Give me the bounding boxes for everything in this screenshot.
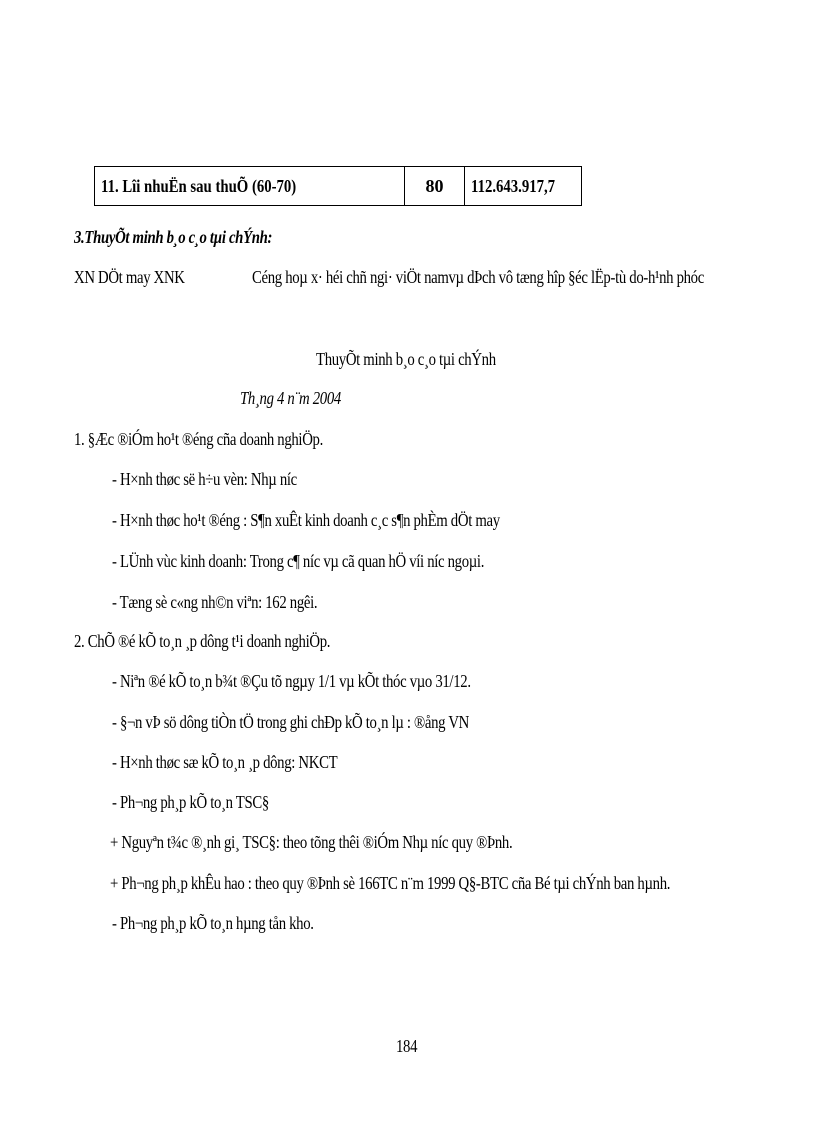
doc-date: Th¸ng 4 n¨m 2004 (240, 388, 341, 408)
body-line: - Niªn ®é kÕ to¸n b¾t ®Çu tõ ngµy 1/1 vµ kÕt thóc vµo 31/12. (112, 671, 471, 691)
body-line: - Ph¬ng ph¸p kÕ to¸n TSC§ (112, 792, 269, 812)
body-line: + Nguyªn t¾c ®¸nh gi¸ TSC§: theo tõng thêi ®iÓm Nhµ níc quy ®Þnh. (110, 832, 513, 852)
body-line: 2. ChÕ ®é kÕ to¸n ¸p dông t¹i doanh nghiÖp. (74, 631, 331, 651)
page-number: 184 (396, 1036, 418, 1056)
row-code-cell (405, 167, 465, 206)
body-line: - Tæng sè c«ng nh©n viªn: 162 ngêi. (112, 592, 318, 612)
row-label-cell (95, 167, 405, 206)
body-line: - §¬n vÞ sö dông tiÒn tÖ trong ghi chÐp kÕ to¸n lµ : ®ång VN (112, 712, 469, 732)
profit-table (94, 166, 582, 206)
table-row (95, 167, 582, 206)
section-heading: 3.ThuyÕt minh b¸o c¸o tµi chÝnh: (74, 227, 273, 247)
header-left: XN DÖt may XNK (74, 267, 185, 287)
body-line: - H×nh thøc ho¹t ®éng : S¶n xuÊt kinh doanh c¸c s¶n phÈm dÖt may (112, 510, 500, 530)
row-code: 80 (425, 175, 444, 196)
body-line: 1. §Æc ®iÓm ho¹t ®éng cña doanh nghiÖp. (74, 429, 323, 449)
row-label: 11. Lîi nhuËn sau thuÕ (60-70) (101, 175, 297, 196)
row-value-cell (465, 167, 582, 206)
body-line: - H×nh thøc së h÷u vèn: Nhµ níc (112, 469, 297, 489)
body-line: + Ph¬ng ph¸p khÊu hao : theo quy ®Þnh sè 166TC n¨m 1999 Q§-BTC cña Bé tµi chÝnh ban hµnh. (110, 873, 671, 893)
row-value: 112.643.917,7 (471, 175, 556, 196)
body-line: - LÜnh vùc kinh doanh: Trong c¶ níc vµ cã quan hÖ víi níc ngoµi. (112, 551, 485, 571)
body-line: - Ph¬ng ph¸p kÕ to¸n hµng tån kho. (112, 913, 314, 933)
header-right: Céng hoµ x· héi chñ ngi· viÖt namvµ dÞch vô tæng hîp §éc lËp-tù do-h¹nh phóc (252, 267, 704, 287)
doc-title: ThuyÕt minh b¸o c¸o tµi chÝnh (316, 349, 496, 369)
body-line: - H×nh thøc sæ kÕ to¸n ¸p dông: NKCT (112, 752, 338, 772)
